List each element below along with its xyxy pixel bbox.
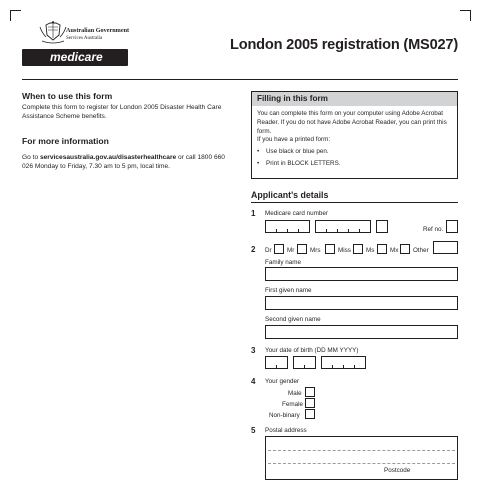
title-label-dr: Dr bbox=[265, 247, 272, 254]
question-number: 3 bbox=[251, 346, 256, 355]
title-checkbox-ms[interactable] bbox=[377, 244, 387, 254]
filling-in-form-panel bbox=[251, 91, 458, 179]
medicare-card-group-1[interactable] bbox=[265, 220, 310, 233]
website-link[interactable]: servicesaustralia.gov.au/disasterhealthcare bbox=[39, 154, 177, 161]
more-info-text bbox=[22, 153, 232, 171]
question-number: 1 bbox=[251, 209, 256, 218]
question-number: 2 bbox=[251, 245, 256, 254]
government-name: Australian Government bbox=[66, 27, 130, 34]
family-name-label: Family name bbox=[265, 259, 302, 266]
printed-form-intro: If you have a printed form: bbox=[257, 136, 331, 143]
bullet-text: Print in BLOCK LETTERS. bbox=[266, 160, 341, 167]
title-checkbox-mx[interactable] bbox=[400, 244, 410, 254]
first-given-name-input[interactable] bbox=[265, 296, 458, 310]
title-label-mr: Mr bbox=[287, 247, 295, 254]
title-label-mx: Mx bbox=[390, 247, 399, 254]
more-info-pre: Go to bbox=[22, 154, 40, 161]
crop-mark-top-left bbox=[10, 10, 21, 21]
when-to-use-text: Complete this form to register for London 2005 Disaster Health Care Assistance Scheme benefits. bbox=[22, 104, 222, 120]
applicant-divider bbox=[251, 202, 458, 203]
second-given-name-input[interactable] bbox=[265, 325, 458, 339]
coat-of-arms-icon bbox=[38, 21, 68, 45]
medicare-card-group-2[interactable] bbox=[315, 220, 371, 233]
dob-day-input[interactable] bbox=[265, 356, 288, 369]
bullet-text: Use black or blue pen. bbox=[266, 148, 329, 155]
title-checkbox-mrs[interactable] bbox=[325, 244, 335, 254]
title-checkbox-dr[interactable] bbox=[274, 244, 284, 254]
more-info-post: or call 1800 660 026 Monday to Friday, 7.30 am to 5 pm, local time. bbox=[22, 154, 225, 170]
bullet-item bbox=[257, 160, 341, 167]
title-checkbox-mr[interactable] bbox=[297, 244, 307, 254]
bullet-icon: • bbox=[257, 148, 260, 155]
dob-year-input[interactable] bbox=[321, 356, 366, 369]
title-label-ms: Ms bbox=[366, 247, 375, 254]
postal-address-input[interactable] bbox=[265, 436, 458, 480]
gender-option-male-label: Male bbox=[288, 390, 302, 397]
header-divider bbox=[22, 79, 458, 80]
question-number: 4 bbox=[251, 377, 256, 386]
filling-instructions: You can complete this form on your computer using Adobe Acrobat Reader. If you do not have Adobe Acrobat Reader, you can print this form. bbox=[257, 110, 447, 135]
gender-checkbox-nonbinary[interactable] bbox=[305, 409, 315, 419]
second-given-name-label: Second given name bbox=[265, 316, 321, 323]
bullet-item bbox=[257, 148, 329, 155]
question-number: 5 bbox=[251, 426, 256, 435]
title-label-other: Other bbox=[413, 247, 429, 254]
family-name-input[interactable] bbox=[265, 267, 458, 281]
medicare-card-label: Medicare card number bbox=[265, 210, 328, 217]
ref-no-input[interactable] bbox=[446, 220, 458, 233]
title-label-miss: Miss bbox=[338, 247, 351, 254]
postcode-label: Postcode bbox=[384, 467, 411, 474]
title-checkbox-miss[interactable] bbox=[353, 244, 363, 254]
gender-label: Your gender bbox=[265, 378, 300, 385]
gender-option-female-label: Female bbox=[282, 401, 303, 408]
gender-checkbox-male[interactable] bbox=[305, 387, 315, 397]
medicare-card-issue-number[interactable] bbox=[376, 220, 388, 233]
filling-panel-title: Filling in this form bbox=[257, 94, 328, 103]
first-given-name-label: First given name bbox=[265, 287, 312, 294]
crop-mark-top-right bbox=[460, 10, 471, 21]
form-title: London 2005 registration (MS027) bbox=[230, 37, 458, 53]
date-of-birth-label: Your date of birth (DD MM YYYY) bbox=[265, 347, 359, 354]
gender-option-nonbinary-label: Non-binary bbox=[269, 412, 300, 419]
more-info-heading: For more information bbox=[22, 136, 109, 146]
address-line-divider bbox=[268, 463, 455, 464]
applicant-details-heading: Applicant's details bbox=[251, 190, 329, 200]
address-line-divider bbox=[268, 450, 455, 451]
postal-address-label: Postal address bbox=[265, 427, 307, 434]
medicare-logo-text: medicare bbox=[50, 50, 103, 64]
when-to-use-heading: When to use this form bbox=[22, 91, 113, 101]
dob-month-input[interactable] bbox=[293, 356, 316, 369]
title-other-input[interactable] bbox=[433, 241, 458, 254]
ref-no-label: Ref no. bbox=[423, 226, 444, 233]
agency-name: Services Australia bbox=[66, 36, 103, 41]
gender-checkbox-female[interactable] bbox=[305, 398, 315, 408]
bullet-icon: • bbox=[257, 160, 260, 167]
title-label-mrs: Mrs bbox=[310, 247, 321, 254]
